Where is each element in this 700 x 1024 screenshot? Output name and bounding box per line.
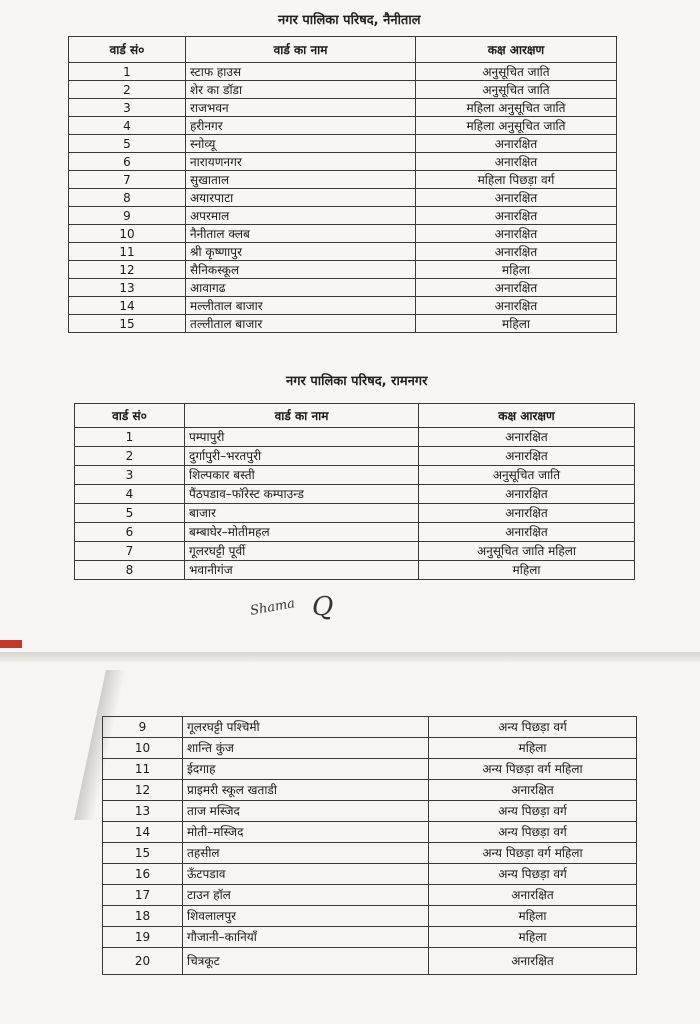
ward-number-cell: 9 [69,207,186,225]
ward-number-cell: 4 [75,485,185,504]
ward-name-cell: ईदगाह [183,759,429,780]
ward-name-cell: शिवलालपुर [183,906,429,927]
table-row [69,279,617,297]
reservation-cell: अनारक्षित [429,948,637,975]
signature-2: Q [312,592,334,622]
ward-number-cell: 13 [103,801,183,822]
reservation-cell: अनुसूचित जाति महिला [419,542,635,561]
ward-name-cell: गूलरघट्टी पश्चिमी [183,717,429,738]
ward-name-cell: पम्पापुरी [185,428,419,447]
ward-name-cell: स्नोव्यू [186,135,416,153]
table-row [69,135,617,153]
ward-number-cell: 8 [69,189,186,207]
ward-number-cell: 1 [75,428,185,447]
ward-number-cell: 9 [103,717,183,738]
table-row [75,504,635,523]
table-row [103,864,637,885]
table-row [69,315,617,333]
table-row [69,261,617,279]
table-row [69,99,617,117]
ward-name-cell: तहसील [183,843,429,864]
ward-number-cell: 15 [103,843,183,864]
ramnagar-ward-table-continued [102,716,637,975]
ward-number-cell: 18 [103,906,183,927]
ward-name-cell: बम्बाघेर–मोतीमहल [185,523,419,542]
ward-number-cell: 3 [69,99,186,117]
ward-name-cell: पैंठपडाव–फॉरेस्ट कम्पाउन्ड [185,485,419,504]
ward-number-cell: 2 [69,81,186,99]
ward-name-cell: शान्ति कुंज [183,738,429,759]
ward-number-cell: 10 [103,738,183,759]
table-row [103,759,637,780]
ward-name-cell: अपरमाल [186,207,416,225]
reservation-cell: महिला [419,561,635,580]
ward-number-cell: 3 [75,466,185,485]
table-row [69,189,617,207]
ward-number-cell: 14 [103,822,183,843]
header-ward-name: वार्ड का नाम [185,404,419,428]
table-row [103,948,637,975]
ward-number-cell: 11 [103,759,183,780]
ward-name-cell: नारायणनगर [186,153,416,171]
table-row [69,171,617,189]
table-row [103,801,637,822]
reservation-cell: महिला [429,927,637,948]
table-row [75,542,635,561]
reservation-cell: अनारक्षित [416,243,617,261]
reservation-cell: अन्य पिछड़ा वर्ग [429,822,637,843]
ward-number-cell: 1 [69,63,186,81]
table-row [69,153,617,171]
header-reservation: कक्ष आरक्षण [416,37,617,63]
header-ward-no: वार्ड सं० [75,404,185,428]
ward-number-cell: 20 [103,948,183,975]
ward-name-cell: सैनिकस्कूल [186,261,416,279]
ward-name-cell: ताज मस्जिद [183,801,429,822]
reservation-cell: अनारक्षित [429,885,637,906]
ward-name-cell: बाजार [185,504,419,523]
reservation-cell: अन्य पिछड़ा वर्ग महिला [429,843,637,864]
table-row [69,297,617,315]
reservation-cell: अनारक्षित [429,780,637,801]
signature-1: Shama [249,596,297,619]
header-ward-name: वार्ड का नाम [186,37,416,63]
ward-number-cell: 2 [75,447,185,466]
ward-name-cell: नैनीताल क्लब [186,225,416,243]
table-row [75,523,635,542]
reservation-cell: अनारक्षित [419,428,635,447]
ward-name-cell: स्टाफ हाउस [186,63,416,81]
ward-name-cell: राजभवन [186,99,416,117]
reservation-cell: अनारक्षित [416,189,617,207]
reservation-cell: अनारक्षित [419,485,635,504]
ward-name-cell: प्राइमरी स्कूल खताडी [183,780,429,801]
reservation-cell: अनारक्षित [419,523,635,542]
reservation-cell: अन्य पिछड़ा वर्ग महिला [429,759,637,780]
reservation-cell: अनारक्षित [416,207,617,225]
reservation-cell: अनारक्षित [416,153,617,171]
table-row [103,906,637,927]
table-row [69,243,617,261]
reservation-cell: महिला [429,738,637,759]
ward-name-cell: ऊँटपडाव [183,864,429,885]
table-row [103,843,637,864]
nainital-ward-table [68,36,617,333]
ward-number-cell: 14 [69,297,186,315]
ward-name-cell: दुर्गापुरी–भरतपुरी [185,447,419,466]
reservation-cell: महिला [416,261,617,279]
ward-name-cell: हरीनगर [186,117,416,135]
page-fold [0,652,700,662]
table-row [75,428,635,447]
ramnagar-ward-table [74,403,635,580]
ward-number-cell: 12 [69,261,186,279]
reservation-cell: अन्य पिछड़ा वर्ग [429,717,637,738]
ward-number-cell: 6 [75,523,185,542]
ward-number-cell: 11 [69,243,186,261]
reservation-cell: अनारक्षित [416,225,617,243]
reservation-cell: अनुसूचित जाति [416,81,617,99]
table-row [75,485,635,504]
ward-number-cell: 12 [103,780,183,801]
table-row [103,822,637,843]
table-row [103,885,637,906]
ward-name-cell: मल्लीताल बाजार [186,297,416,315]
reservation-cell: अनुसूचित जाति [416,63,617,81]
ward-number-cell: 7 [75,542,185,561]
reservation-cell: महिला अनुसूचित जाति [416,99,617,117]
table-row [103,780,637,801]
table-row [69,117,617,135]
reservation-cell: महिला [416,315,617,333]
section2-title: नगर पालिका परिषद, रामनगर [286,374,428,389]
ward-number-cell: 6 [69,153,186,171]
reservation-cell: अनारक्षित [419,447,635,466]
ward-number-cell: 13 [69,279,186,297]
page-edge-mark [0,640,22,648]
ward-name-cell: मोती–मस्जिद [183,822,429,843]
ward-number-cell: 17 [103,885,183,906]
ward-name-cell: श्री कृष्णापुर [186,243,416,261]
ward-number-cell: 5 [69,135,186,153]
table-row [75,561,635,580]
table-row [69,81,617,99]
ward-name-cell: अयारपाटा [186,189,416,207]
table-row [75,447,635,466]
reservation-cell: अनारक्षित [416,135,617,153]
reservation-cell: अन्य पिछड़ा वर्ग [429,801,637,822]
table-row [69,225,617,243]
ward-name-cell: तल्लीताल बाजार [186,315,416,333]
ward-number-cell: 19 [103,927,183,948]
ward-name-cell: गूलरघट्टी पूर्वी [185,542,419,561]
ward-number-cell: 15 [69,315,186,333]
reservation-cell: अनारक्षित [419,504,635,523]
table-row [75,466,635,485]
table-row [69,63,617,81]
table-row [103,927,637,948]
ward-number-cell: 5 [75,504,185,523]
ward-number-cell: 16 [103,864,183,885]
ward-number-cell: 8 [75,561,185,580]
reservation-cell: अनारक्षित [416,279,617,297]
ward-name-cell: चित्रकूट [183,948,429,975]
ward-number-cell: 7 [69,171,186,189]
ward-number-cell: 4 [69,117,186,135]
ward-name-cell: टाउन हॉल [183,885,429,906]
header-ward-no: वार्ड सं० [69,37,186,63]
section1-title: नगर पालिका परिषद, नैनीताल [278,13,421,28]
ward-name-cell: आवागढ [186,279,416,297]
reservation-cell: महिला पिछड़ा वर्ग [416,171,617,189]
ward-name-cell: गौजानी–कानियाँ [183,927,429,948]
table-row [103,738,637,759]
table-row [103,717,637,738]
table-row [69,207,617,225]
reservation-cell: महिला [429,906,637,927]
ward-number-cell: 10 [69,225,186,243]
ward-name-cell: शेर का डॉडा [186,81,416,99]
reservation-cell: अन्य पिछड़ा वर्ग [429,864,637,885]
ward-name-cell: शिल्पकार बस्ती [185,466,419,485]
reservation-cell: अनारक्षित [416,297,617,315]
ward-name-cell: सुखाताल [186,171,416,189]
reservation-cell: महिला अनुसूचित जाति [416,117,617,135]
reservation-cell: अनुसूचित जाति [419,466,635,485]
header-reservation: कक्ष आरक्षण [419,404,635,428]
ward-name-cell: भवानीगंज [185,561,419,580]
